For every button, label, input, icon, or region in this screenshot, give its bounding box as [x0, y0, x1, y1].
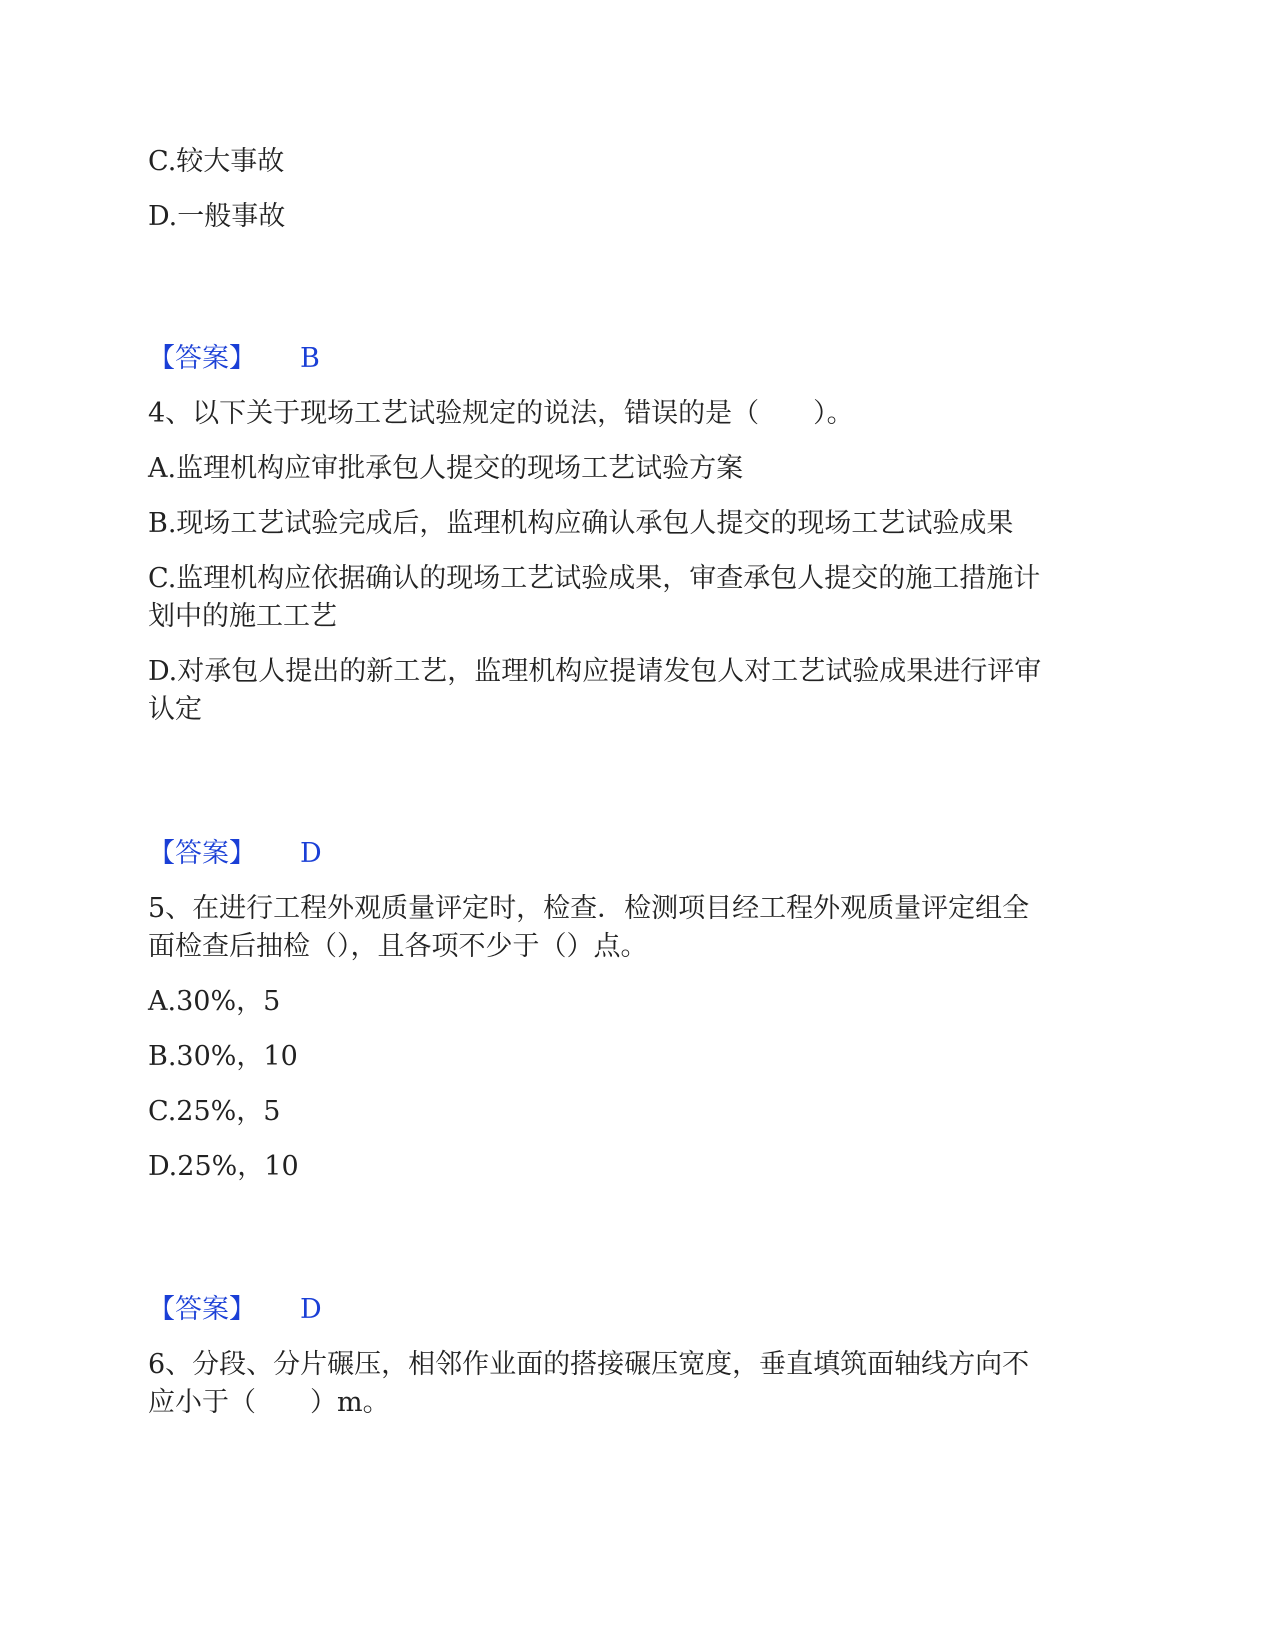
answer-value: D	[300, 1294, 322, 1325]
answer-label: 【答案】	[148, 838, 256, 869]
q4-option-b: B.现场工艺试验完成后，监理机构应确认承包人提交的现场工艺试验成果	[148, 508, 1014, 539]
q5-option-c: C.25%，5	[148, 1096, 281, 1127]
q4-option-a: A.监理机构应审批承包人提交的现场工艺试验方案	[148, 453, 744, 484]
q4-option-d-line1: D.对承包人提出的新工艺，监理机构应提请发包人对工艺试验成果进行评审	[148, 656, 1042, 687]
q5-stem-line1: 5、在进行工程外观质量评定时，检查．检测项目经工程外观质量评定组全	[148, 893, 1030, 924]
answer-value: D	[300, 838, 322, 869]
q6-stem-line1: 6、分段、分片碾压，相邻作业面的搭接碾压宽度，垂直填筑面轴线方向不	[148, 1349, 1030, 1380]
q4-answer	[148, 834, 322, 874]
q5-stem-line2: 面检查后抽检（），且各项不少于（）点。	[148, 931, 648, 962]
q4-stem: 4、以下关于现场工艺试验规定的说法，错误的是（ ）。	[148, 398, 854, 429]
q5-option-a: A.30%，5	[148, 986, 281, 1017]
q4-option-c-line2: 划中的施工工艺	[148, 601, 337, 632]
q5-option-d: D.25%，10	[148, 1151, 299, 1182]
q4-option-d-line2: 认定	[148, 694, 202, 725]
q3-option-d: D.一般事故	[148, 201, 286, 232]
answer-value: B	[300, 343, 320, 374]
q3-answer	[148, 339, 320, 379]
answer-label: 【答案】	[148, 343, 256, 374]
q5-option-b: B.30%，10	[148, 1041, 298, 1072]
q5-answer	[148, 1290, 322, 1330]
q3-option-c: C.较大事故	[148, 146, 285, 177]
answer-label: 【答案】	[148, 1294, 256, 1325]
q4-option-c-line1: C.监理机构应依据确认的现场工艺试验成果，审查承包人提交的施工措施计	[148, 563, 1041, 594]
q6-stem-line2: 应小于（ ）m。	[148, 1387, 390, 1418]
